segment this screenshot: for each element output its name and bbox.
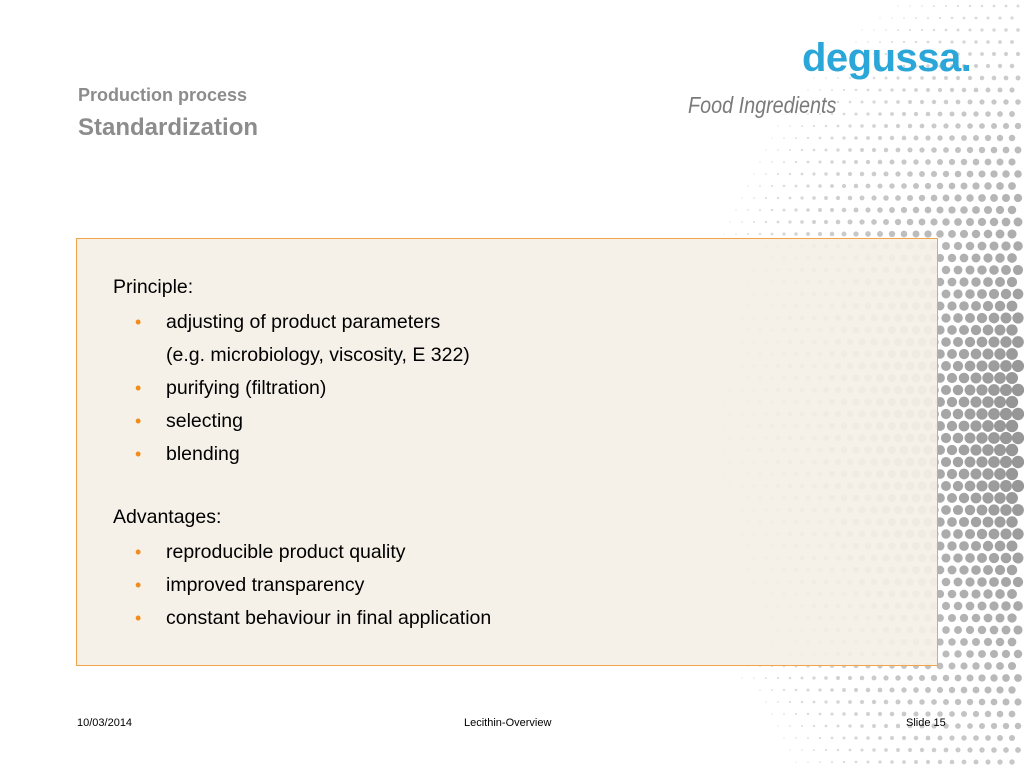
list-item-text: purifying (filtration) <box>166 377 327 399</box>
principle-section <box>113 273 470 471</box>
footer-slide-number: Slide 15 <box>906 717 946 729</box>
list-item-text: constant behaviour in final application <box>166 607 492 629</box>
bullet-icon: • <box>135 378 142 398</box>
footer-date: 10/03/2014 <box>77 717 133 729</box>
list-item <box>113 372 470 405</box>
bullet-icon: • <box>135 411 142 431</box>
list-item <box>113 602 491 635</box>
advantages-section <box>113 503 491 635</box>
logo-tagline: Food Ingredients <box>688 92 837 118</box>
principle-list <box>113 306 470 471</box>
list-item <box>113 405 470 438</box>
bullet-icon: • <box>135 542 142 562</box>
list-item <box>113 569 491 602</box>
advantages-list <box>113 536 491 635</box>
bullet-icon: • <box>135 312 142 332</box>
bullet-icon: • <box>135 575 142 595</box>
footer-presentation-name: Lecithin-Overview <box>464 717 552 729</box>
list-item-text: adjusting of product parameters <box>166 311 441 333</box>
principle-heading: Principle: <box>113 276 194 298</box>
list-item-continuation: (e.g. microbiology, viscosity, E 322) <box>166 344 470 366</box>
slide-subtitle: Production process <box>78 85 248 105</box>
list-item-text: selecting <box>166 410 243 432</box>
list-item <box>113 306 470 372</box>
list-item <box>113 438 470 471</box>
list-item-text: reproducible product quality <box>166 541 406 563</box>
advantages-heading: Advantages: <box>113 506 222 528</box>
content-box <box>76 238 938 666</box>
list-item-text: improved transparency <box>166 574 365 596</box>
list-item-text: blending <box>166 443 240 465</box>
list-item <box>113 536 491 569</box>
bullet-icon: • <box>135 608 142 628</box>
bullet-icon: • <box>135 444 142 464</box>
logo-wordmark: degussa. <box>802 36 972 80</box>
slide-title: Standardization <box>78 114 259 141</box>
